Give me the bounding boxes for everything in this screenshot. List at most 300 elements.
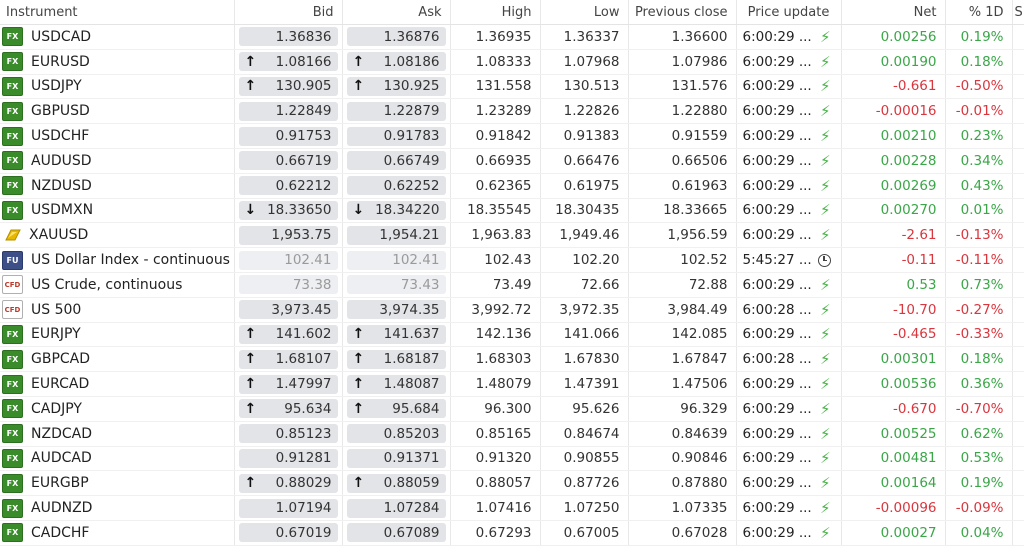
bid-cell[interactable] — [234, 520, 342, 545]
price-update-time: 6:00:29 ... — [742, 227, 812, 244]
table-row[interactable] — [0, 297, 1024, 322]
bid-button[interactable] — [239, 375, 338, 394]
bolt-icon: ⚡︎ — [819, 226, 831, 245]
table-row[interactable] — [0, 148, 1024, 173]
ask-direction-icon: ↑ — [352, 475, 365, 492]
cfd-badge-icon: CFD — [2, 275, 23, 294]
ask-value: 1,954.21 — [379, 227, 440, 244]
pct-change-value: -0.09% — [945, 496, 1012, 521]
bid-button[interactable] — [239, 77, 338, 96]
price-update-cell — [736, 297, 841, 322]
bid-cell[interactable] — [234, 322, 342, 347]
net-change-value: 0.00027 — [841, 520, 945, 545]
bid-cell[interactable] — [234, 297, 342, 322]
pct-change-value: 0.62% — [945, 421, 1012, 446]
high-value: 1.48079 — [450, 372, 540, 397]
instrument-cell[interactable] — [0, 99, 234, 124]
pct-change-value: 0.43% — [945, 173, 1012, 198]
ask-value: 0.62252 — [383, 177, 440, 194]
extra-cell — [1012, 124, 1024, 149]
previous-close-value: 18.33665 — [628, 198, 736, 223]
bid-cell[interactable] — [234, 25, 342, 50]
bid-button[interactable] — [239, 127, 338, 146]
net-change-value: 0.00210 — [841, 124, 945, 149]
price-update-cell — [736, 124, 841, 149]
extra-cell — [1012, 173, 1024, 198]
net-change-value: -0.11 — [841, 248, 945, 273]
table-row[interactable] — [0, 248, 1024, 273]
ask-cell[interactable] — [342, 74, 450, 99]
ask-cell[interactable] — [342, 446, 450, 471]
extra-cell — [1012, 322, 1024, 347]
ask-value: 73.43 — [400, 276, 440, 293]
price-update-cell — [736, 148, 841, 173]
bid-cell[interactable] — [234, 148, 342, 173]
fx-badge-icon: FX — [2, 325, 23, 344]
extra-cell — [1012, 421, 1024, 446]
table-row[interactable] — [0, 198, 1024, 223]
gold-bar-icon — [2, 227, 21, 244]
bid-value: 130.905 — [275, 78, 332, 95]
previous-close-value: 1.47506 — [628, 372, 736, 397]
instrument-name: NZDUSD — [31, 177, 92, 194]
ask-cell[interactable] — [342, 471, 450, 496]
table-row[interactable] — [0, 173, 1024, 198]
fx-badge-icon: FX — [2, 350, 23, 369]
instrument-cell[interactable] — [0, 372, 234, 397]
previous-close-value: 0.67028 — [628, 520, 736, 545]
ask-button[interactable] — [347, 375, 446, 394]
bid-cell[interactable] — [234, 471, 342, 496]
ask-button[interactable] — [347, 27, 446, 46]
instrument-cell[interactable] — [0, 25, 234, 50]
previous-close-value: 0.66506 — [628, 148, 736, 173]
table-row[interactable] — [0, 372, 1024, 397]
column-header-low[interactable]: Low — [540, 0, 628, 25]
bid-button[interactable] — [239, 325, 338, 344]
instrument-cell[interactable] — [0, 471, 234, 496]
ask-button[interactable] — [347, 226, 446, 245]
column-header-pct-1d[interactable]: % 1D — [945, 0, 1012, 25]
net-change-value: 0.00301 — [841, 347, 945, 372]
table-row[interactable] — [0, 74, 1024, 99]
ask-button[interactable] — [347, 523, 446, 542]
bid-button[interactable] — [239, 176, 338, 195]
price-update-time: 6:00:29 ... — [742, 400, 812, 417]
net-change-value: 0.00256 — [841, 25, 945, 50]
table-row[interactable] — [0, 223, 1024, 248]
table-body — [0, 25, 1024, 546]
bid-direction-icon: ↓ — [244, 202, 257, 219]
low-value: 130.513 — [540, 74, 628, 99]
bid-value: 1.08166 — [275, 53, 332, 70]
instrument-cell[interactable] — [0, 322, 234, 347]
table-row[interactable] — [0, 124, 1024, 149]
ask-cell[interactable] — [342, 248, 450, 273]
bid-cell[interactable] — [234, 396, 342, 421]
bid-value: 1.47997 — [275, 376, 332, 393]
price-update-time: 6:00:29 ... — [742, 202, 812, 219]
fx-badge-icon: FX — [2, 52, 23, 71]
net-change-value: -0.670 — [841, 396, 945, 421]
bid-cell[interactable] — [234, 347, 342, 372]
price-update-cell — [736, 223, 841, 248]
price-update-cell — [736, 49, 841, 74]
table-row[interactable] — [0, 520, 1024, 545]
ask-cell[interactable] — [342, 272, 450, 297]
high-value: 0.67293 — [450, 520, 540, 545]
ask-cell[interactable] — [342, 198, 450, 223]
extra-cell — [1012, 520, 1024, 545]
column-header-ask[interactable]: Ask — [342, 0, 450, 25]
ask-button[interactable] — [347, 52, 446, 71]
low-value: 1.47391 — [540, 372, 628, 397]
net-change-value: 0.00536 — [841, 372, 945, 397]
bid-cell[interactable] — [234, 248, 342, 273]
low-value: 102.20 — [540, 248, 628, 273]
high-value: 1.23289 — [450, 99, 540, 124]
extra-cell — [1012, 347, 1024, 372]
fx-badge-icon: FX — [2, 27, 23, 46]
instrument-name: CADCHF — [31, 524, 90, 541]
instrument-cell[interactable] — [0, 347, 234, 372]
price-update-time: 6:00:29 ... — [742, 475, 812, 492]
bid-button[interactable] — [239, 523, 338, 542]
ask-cell[interactable] — [342, 49, 450, 74]
ask-direction-icon: ↑ — [352, 376, 365, 393]
instrument-cell[interactable] — [0, 297, 234, 322]
price-update-time: 6:00:29 ... — [742, 78, 812, 95]
instrument-cell[interactable] — [0, 272, 234, 297]
bid-cell[interactable] — [234, 372, 342, 397]
ask-cell[interactable] — [342, 520, 450, 545]
bid-button[interactable] — [239, 449, 338, 468]
extra-cell — [1012, 496, 1024, 521]
bid-value: 102.41 — [284, 252, 332, 269]
pct-change-value: 0.53% — [945, 446, 1012, 471]
bolt-icon: ⚡︎ — [819, 27, 831, 46]
high-value: 102.43 — [450, 248, 540, 273]
instrument-cell[interactable] — [0, 74, 234, 99]
bid-cell[interactable] — [234, 223, 342, 248]
bid-button[interactable] — [239, 499, 338, 518]
table-row[interactable] — [0, 421, 1024, 446]
fu-badge-icon: FU — [2, 251, 23, 270]
pct-change-value: 0.04% — [945, 520, 1012, 545]
column-header-high[interactable]: High — [450, 0, 540, 25]
instrument-cell[interactable] — [0, 148, 234, 173]
instrument-name: US 500 — [31, 301, 82, 318]
column-header-previous-close[interactable]: Previous close — [628, 0, 736, 25]
price-update-time: 6:00:29 ... — [742, 376, 812, 393]
instrument-cell[interactable] — [0, 173, 234, 198]
previous-close-value: 102.52 — [628, 248, 736, 273]
ask-cell[interactable] — [342, 99, 450, 124]
bid-cell[interactable] — [234, 496, 342, 521]
bolt-icon: ⚡︎ — [819, 399, 831, 418]
ask-cell[interactable] — [342, 25, 450, 50]
ask-cell[interactable] — [342, 148, 450, 173]
net-change-value: -0.00016 — [841, 99, 945, 124]
bid-value: 0.88029 — [275, 475, 332, 492]
net-change-value: -0.00096 — [841, 496, 945, 521]
clock-icon — [818, 254, 831, 267]
pct-change-value: -0.27% — [945, 297, 1012, 322]
table-row[interactable] — [0, 25, 1024, 50]
bid-cell[interactable] — [234, 49, 342, 74]
price-update-cell — [736, 421, 841, 446]
price-update-cell — [736, 372, 841, 397]
low-value: 141.066 — [540, 322, 628, 347]
low-value: 1.67830 — [540, 347, 628, 372]
bid-cell[interactable] — [234, 99, 342, 124]
net-change-value: 0.00269 — [841, 173, 945, 198]
instrument-name: NZDCAD — [31, 425, 92, 442]
instrument-cell[interactable] — [0, 421, 234, 446]
ask-value: 1.07284 — [383, 500, 440, 517]
instrument-name: US Dollar Index - continuous — [31, 252, 230, 269]
bid-button[interactable] — [239, 27, 338, 46]
bolt-icon: ⚡︎ — [819, 275, 831, 294]
ask-direction-icon: ↓ — [352, 202, 365, 219]
price-update-time: 6:00:28 ... — [742, 351, 812, 368]
bid-cell[interactable] — [234, 198, 342, 223]
high-value: 131.558 — [450, 74, 540, 99]
bid-cell[interactable] — [234, 74, 342, 99]
previous-close-value: 142.085 — [628, 322, 736, 347]
instrument-cell[interactable] — [0, 223, 234, 248]
ask-cell[interactable] — [342, 297, 450, 322]
bid-direction-icon: ↑ — [244, 53, 257, 70]
instrument-cell[interactable] — [0, 49, 234, 74]
bid-cell[interactable] — [234, 124, 342, 149]
high-value: 0.88057 — [450, 471, 540, 496]
extra-cell — [1012, 49, 1024, 74]
bid-value: 95.634 — [284, 400, 332, 417]
bolt-icon: ⚡︎ — [819, 424, 831, 443]
bid-direction-icon: ↑ — [244, 326, 257, 343]
extra-cell — [1012, 372, 1024, 397]
ask-button[interactable] — [347, 449, 446, 468]
extra-cell — [1012, 148, 1024, 173]
price-update-time: 6:00:29 ... — [742, 450, 812, 467]
ask-cell[interactable] — [342, 496, 450, 521]
price-update-time: 6:00:29 ... — [742, 500, 812, 517]
bolt-icon: ⚡︎ — [819, 523, 831, 542]
price-update-cell — [736, 446, 841, 471]
bolt-icon: ⚡︎ — [819, 102, 831, 121]
price-update-cell — [736, 347, 841, 372]
bolt-icon: ⚡︎ — [819, 201, 831, 220]
ask-cell[interactable] — [342, 124, 450, 149]
pct-change-value: 0.18% — [945, 49, 1012, 74]
bid-direction-icon: ↑ — [244, 376, 257, 393]
low-value: 1.22826 — [540, 99, 628, 124]
instrument-name: GBPUSD — [31, 103, 90, 120]
price-update-time: 6:00:29 ... — [742, 152, 812, 169]
bid-button[interactable] — [239, 424, 338, 443]
high-value: 1.08333 — [450, 49, 540, 74]
bid-direction-icon: ↑ — [244, 351, 257, 368]
instrument-cell[interactable] — [0, 520, 234, 545]
ask-value: 0.91371 — [383, 450, 440, 467]
bid-button[interactable] — [239, 226, 338, 245]
bid-value: 0.66719 — [275, 152, 332, 169]
previous-close-value: 1.22880 — [628, 99, 736, 124]
price-update-cell — [736, 25, 841, 50]
previous-close-value: 0.61963 — [628, 173, 736, 198]
ask-cell[interactable] — [342, 347, 450, 372]
low-value: 95.626 — [540, 396, 628, 421]
pct-change-value: -0.13% — [945, 223, 1012, 248]
ask-cell[interactable] — [342, 372, 450, 397]
ask-button[interactable] — [347, 350, 446, 369]
price-update-time: 6:00:29 ... — [742, 177, 812, 194]
bid-cell[interactable] — [234, 446, 342, 471]
table-row[interactable] — [0, 471, 1024, 496]
high-value: 96.300 — [450, 396, 540, 421]
column-header-bid[interactable]: Bid — [234, 0, 342, 25]
bid-button[interactable] — [239, 300, 338, 319]
bid-cell[interactable] — [234, 272, 342, 297]
extra-cell — [1012, 297, 1024, 322]
table-row[interactable] — [0, 322, 1024, 347]
price-update-time: 6:00:29 ... — [742, 276, 812, 293]
previous-close-value: 96.329 — [628, 396, 736, 421]
extra-cell — [1012, 446, 1024, 471]
ask-direction-icon: ↑ — [352, 400, 365, 417]
net-change-value: 0.00270 — [841, 198, 945, 223]
pct-change-value: -0.11% — [945, 248, 1012, 273]
price-update-cell — [736, 272, 841, 297]
table-row[interactable] — [0, 446, 1024, 471]
extra-cell — [1012, 248, 1024, 273]
column-header-price-update[interactable]: Price update — [736, 0, 841, 25]
ask-cell[interactable] — [342, 223, 450, 248]
fx-badge-icon: FX — [2, 449, 23, 468]
bid-button[interactable] — [239, 474, 338, 493]
bid-cell[interactable] — [234, 173, 342, 198]
ask-button[interactable] — [347, 424, 446, 443]
ask-value: 1.68187 — [383, 351, 440, 368]
bolt-icon: ⚡︎ — [819, 375, 831, 394]
instrument-cell[interactable] — [0, 496, 234, 521]
bolt-icon: ⚡︎ — [819, 499, 831, 518]
instrument-name: XAUUSD — [29, 227, 89, 244]
ask-cell[interactable] — [342, 396, 450, 421]
bolt-icon: ⚡︎ — [819, 474, 831, 493]
column-header-instrument[interactable]: Instrument — [0, 0, 234, 25]
instrument-cell[interactable] — [0, 124, 234, 149]
ask-button[interactable] — [347, 300, 446, 319]
ask-value: 141.637 — [383, 326, 440, 343]
bid-value: 0.91281 — [275, 450, 332, 467]
table-row[interactable] — [0, 496, 1024, 521]
price-update-cell — [736, 173, 841, 198]
low-value: 0.84674 — [540, 421, 628, 446]
previous-close-value: 0.91559 — [628, 124, 736, 149]
bolt-icon: ⚡︎ — [819, 325, 831, 344]
instrument-name: AUDUSD — [31, 152, 92, 169]
net-change-value: 0.00481 — [841, 446, 945, 471]
ask-button[interactable] — [347, 325, 446, 344]
high-value: 0.85165 — [450, 421, 540, 446]
ask-button[interactable] — [347, 102, 446, 121]
bid-button[interactable] — [239, 52, 338, 71]
price-update-time: 6:00:29 ... — [742, 425, 812, 442]
high-value: 1.68303 — [450, 347, 540, 372]
instrument-cell[interactable] — [0, 446, 234, 471]
table-row[interactable] — [0, 99, 1024, 124]
ask-button[interactable] — [347, 127, 446, 146]
bid-button[interactable] — [239, 350, 338, 369]
ask-cell[interactable] — [342, 173, 450, 198]
pct-change-value: 0.19% — [945, 25, 1012, 50]
column-header-net[interactable]: Net — [841, 0, 945, 25]
instrument-name: EURJPY — [31, 326, 81, 343]
bolt-icon: ⚡︎ — [819, 449, 831, 468]
column-header-extra[interactable]: S — [1012, 0, 1024, 25]
net-change-value: 0.00525 — [841, 421, 945, 446]
table-row[interactable] — [0, 347, 1024, 372]
previous-close-value: 72.88 — [628, 272, 736, 297]
instrument-cell[interactable] — [0, 248, 234, 273]
low-value: 0.66476 — [540, 148, 628, 173]
bid-button[interactable] — [239, 275, 338, 294]
price-update-cell — [736, 198, 841, 223]
bid-button[interactable] — [239, 102, 338, 121]
table-row[interactable] — [0, 49, 1024, 74]
ask-button[interactable] — [347, 275, 446, 294]
ask-value: 1.48087 — [383, 376, 440, 393]
table-row[interactable] — [0, 272, 1024, 297]
ask-value: 1.36876 — [383, 28, 440, 45]
fx-badge-icon: FX — [2, 77, 23, 96]
high-value: 0.91842 — [450, 124, 540, 149]
bid-button[interactable] — [239, 251, 338, 270]
bid-button[interactable] — [239, 151, 338, 170]
ask-button[interactable] — [347, 151, 446, 170]
extra-cell — [1012, 471, 1024, 496]
extra-cell — [1012, 396, 1024, 421]
table-row[interactable] — [0, 396, 1024, 421]
bid-value: 18.33650 — [267, 202, 332, 219]
instrument-cell[interactable] — [0, 198, 234, 223]
instrument-cell[interactable] — [0, 396, 234, 421]
bid-button[interactable] — [239, 399, 338, 418]
instrument-name: AUDNZD — [31, 500, 93, 517]
ask-button[interactable] — [347, 201, 446, 220]
fx-badge-icon: FX — [2, 127, 23, 146]
low-value: 0.67005 — [540, 520, 628, 545]
ask-button[interactable] — [347, 77, 446, 96]
fx-badge-icon: FX — [2, 399, 23, 418]
ask-button[interactable] — [347, 474, 446, 493]
instrument-name: EURCAD — [31, 376, 90, 393]
bid-button[interactable] — [239, 201, 338, 220]
ask-button[interactable] — [347, 251, 446, 270]
high-value: 0.91320 — [450, 446, 540, 471]
ask-cell[interactable] — [342, 421, 450, 446]
ask-button[interactable] — [347, 399, 446, 418]
ask-cell[interactable] — [342, 322, 450, 347]
low-value: 0.90855 — [540, 446, 628, 471]
ask-direction-icon: ↑ — [352, 326, 365, 343]
bid-value: 73.38 — [292, 276, 332, 293]
ask-button[interactable] — [347, 176, 446, 195]
ask-button[interactable] — [347, 499, 446, 518]
bid-cell[interactable] — [234, 421, 342, 446]
